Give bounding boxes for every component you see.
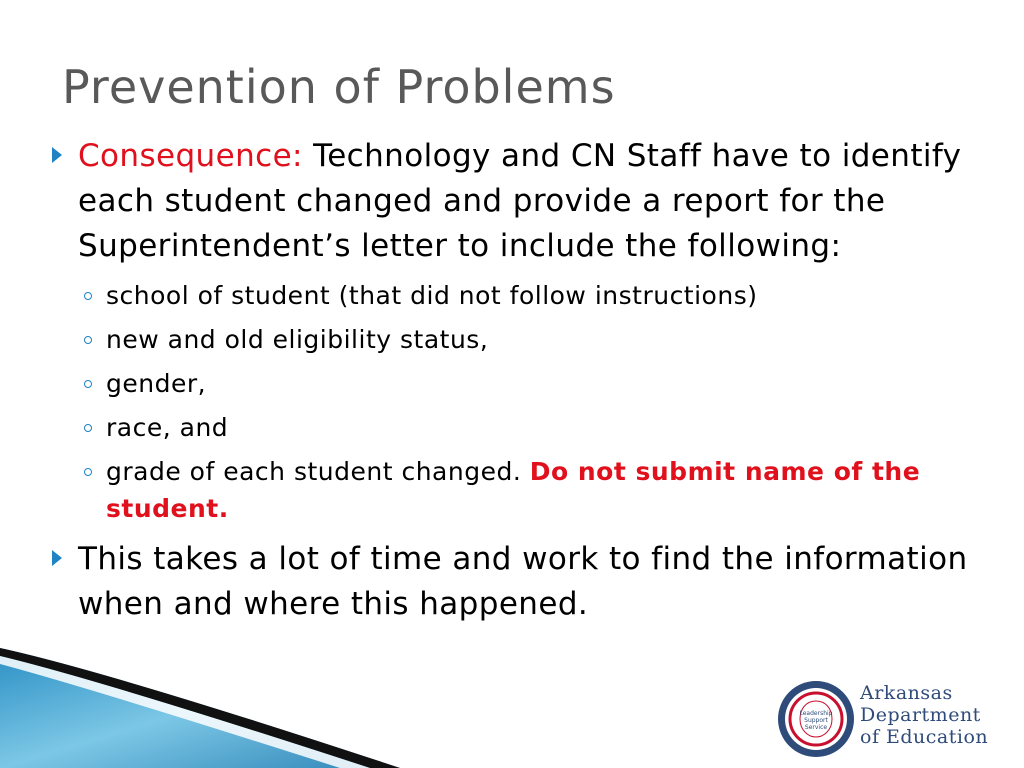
- consequence-label: Consequence:: [78, 138, 303, 174]
- sub-bullet-text: grade of each student changed.: [106, 457, 530, 486]
- seal-icon: [776, 677, 856, 762]
- circle-bullet-icon: [84, 292, 92, 300]
- logo-line-arkansas: Arkansas: [860, 682, 953, 704]
- arrow-bullet-icon: [52, 550, 62, 566]
- circle-bullet-icon: [84, 424, 92, 432]
- arrow-bullet-icon: [52, 147, 62, 163]
- bullet-consequence: [52, 134, 992, 269]
- sub-bullet-text: race, and: [106, 413, 229, 442]
- sub-bullet-item: [52, 409, 992, 446]
- sub-bullet-item: [52, 277, 992, 314]
- consequence-text: Technology and CN Staff have to identify each student changed and provide a report for the Superintendent’s letter to include the following:: [78, 138, 962, 264]
- circle-bullet-icon: [84, 380, 92, 388]
- do-not-submit-warning: Do not submit name of the student.: [106, 457, 921, 523]
- sub-bullet-text: gender,: [106, 369, 207, 398]
- time-and-work-text: This takes a lot of time and work to find the information when and where this happened.: [78, 541, 968, 622]
- circle-bullet-icon: [84, 468, 92, 476]
- sub-bullet-item: [52, 453, 992, 527]
- svg-text:Support: Support: [804, 717, 828, 724]
- sub-bullet-text: school of student (that did not follow instructions): [106, 281, 758, 310]
- decorative-swoosh: [0, 600, 400, 768]
- slide-title: Prevention of Problems: [62, 60, 616, 114]
- logo-line-department: Department: [860, 704, 981, 726]
- slide-body: [52, 134, 992, 627]
- sub-bullet-list: [52, 277, 992, 527]
- sub-bullet-item: [52, 321, 992, 358]
- logo-line-education: of Education: [860, 726, 989, 748]
- svg-text:Leadership: Leadership: [799, 710, 833, 717]
- arkansas-department-of-education-logo: [776, 677, 1006, 762]
- svg-text:Service: Service: [804, 724, 828, 731]
- sub-bullet-text: new and old eligibility status,: [106, 325, 489, 354]
- circle-bullet-icon: [84, 336, 92, 344]
- sub-bullet-item: [52, 365, 992, 402]
